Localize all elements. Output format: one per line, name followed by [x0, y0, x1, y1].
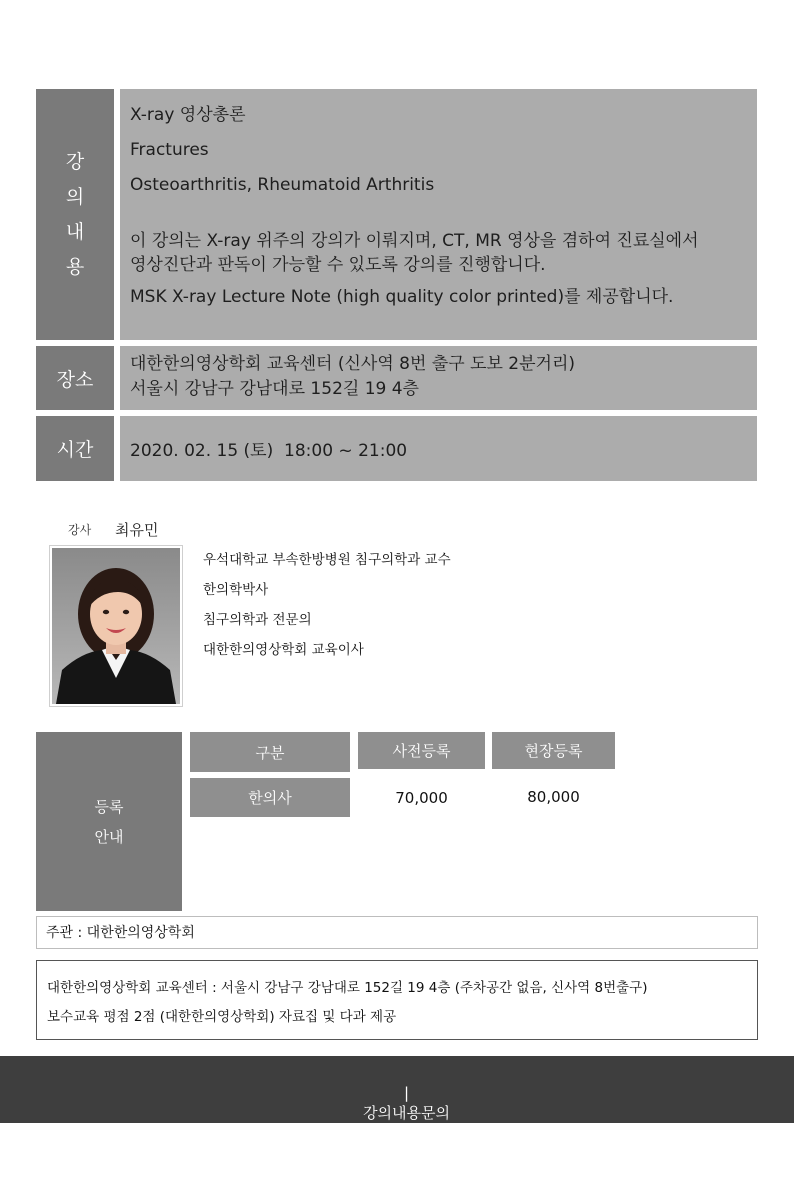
footer-email[interactable]: korean.medical.imaging@gmail.com: [276, 1141, 551, 1159]
place-address: 서울시 강남구 강남대로 152길 19 4층: [130, 379, 419, 399]
time-header: [36, 416, 114, 481]
footer-mobile: Mobile : 010-4657-3141: [328, 1183, 466, 1197]
lecture-content-header: [36, 89, 114, 340]
lecture-description-line: 이 강의는 X-ray 위주의 강의가 이뤄지며, CT, MR 영상을 겸하여 진료실에서: [130, 231, 699, 251]
lecture-note: MSK X-ray Lecture Note (high quality color printed)를 제공합니다.: [130, 287, 674, 307]
credential-item: 한의학박사: [203, 582, 269, 598]
lecture-header-char: 용: [65, 255, 85, 278]
pre-registration-price: 70,000: [395, 789, 448, 807]
registration-header-line: 등록: [94, 797, 124, 816]
table-row-label-text: 한의사: [248, 789, 292, 807]
registration-header-line: 안내: [94, 827, 124, 846]
table-header-label: 현장등록: [524, 742, 583, 760]
lecture-topic: X-ray 영상총론: [130, 105, 246, 125]
lecture-header-char: 내: [65, 220, 85, 243]
notes-box: [36, 960, 758, 1040]
place-header: [36, 346, 114, 410]
registration-header: [36, 732, 182, 911]
table-header-category: [190, 732, 350, 772]
credential-item: 침구의학과 전문의: [203, 612, 312, 628]
time-value: 2020. 02. 15 (토) 18:00 ~ 21:00: [130, 441, 408, 461]
lecture-description-line: 영상진단과 판독이 가능할 수 있도록 강의를 진행합니다.: [130, 255, 546, 275]
table-header-onsite: [492, 732, 615, 769]
lecture-description: [130, 229, 747, 277]
instructor-label: 강사: [68, 523, 92, 537]
table-row-label: [190, 778, 350, 817]
lecture-header-char: 의: [65, 185, 85, 208]
portrait-image: [52, 548, 180, 704]
instructor-name: 최유민: [115, 521, 159, 539]
footer: [0, 1056, 794, 1197]
notes-line: 대한한의영상학회 교육센터 : 서울시 강남구 강남대로 152길 19 4층 (주차공간 없음, 신사역 8번출구): [47, 980, 648, 996]
footer-separator: |: [404, 1123, 410, 1141]
lecture-content-body: [120, 89, 757, 340]
onsite-registration-price: 80,000: [527, 788, 580, 806]
table-header-label: 사전등록: [392, 742, 451, 760]
table-header-preregistration: [358, 732, 485, 769]
lecture-header-char: 강: [65, 150, 85, 173]
footer-separator: |: [404, 1084, 410, 1102]
host-box: [36, 916, 758, 949]
lecture-topic: Osteoarthritis, Rheumatoid Arthritis: [130, 175, 435, 195]
notes-line: 보수교육 평점 2점 (대한한의영상학회) 자료집 및 다과 제공: [47, 1009, 397, 1025]
host-text: 주관 : 대한한의영상학회: [46, 925, 195, 941]
credential-item: 우석대학교 부속한방병원 침구의학과 교수: [203, 552, 451, 568]
place-body: [120, 346, 757, 410]
footer-contact-label: 강의내용문의: [363, 1104, 451, 1122]
table-header-label: 구분: [255, 743, 285, 762]
lecture-topic: Fractures: [130, 140, 209, 160]
place-header-label: 장소: [56, 368, 94, 391]
instructor-photo: [49, 545, 183, 707]
place-line: 대한한의영상학회 교육센터 (신사역 8번 출구 도보 2분거리): [130, 354, 576, 374]
credential-item: 대한한의영상학회 교육이사: [203, 642, 364, 658]
footer-contact-line: [0, 1066, 794, 1177]
instructor-credentials: [203, 545, 583, 665]
time-header-label: 시간: [56, 439, 94, 461]
time-body: [120, 416, 757, 481]
